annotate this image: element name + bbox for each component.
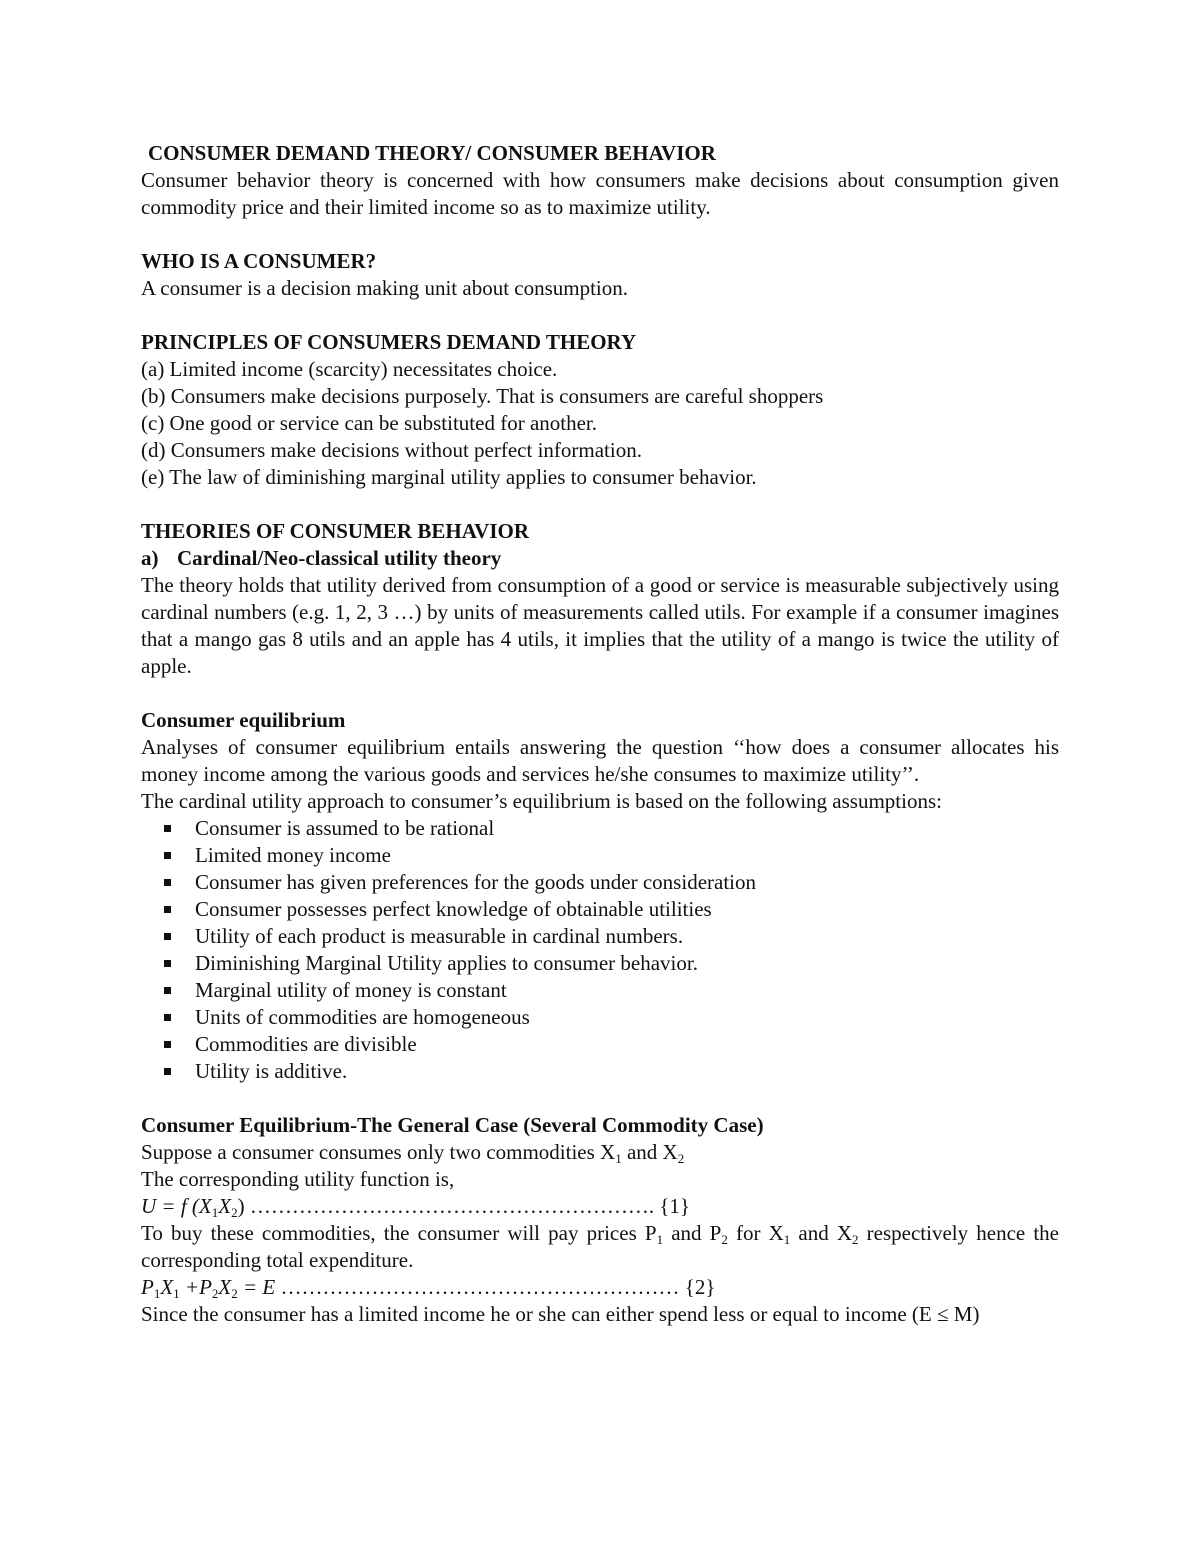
bullet-square-icon — [164, 1041, 171, 1048]
cardinal-subheading — [141, 545, 1059, 572]
who-heading: WHO IS A CONSUMER? — [141, 249, 377, 273]
bullet-square-icon — [164, 1068, 171, 1075]
bullet-square-icon — [164, 1014, 171, 1021]
list-item: Marginal utility of money is constant — [141, 977, 1059, 1004]
equation-2: $P_1X_1 +P_2X_2 = E$ ………………………………………………… {2} — [141, 1275, 716, 1301]
list-item: Consumer is assumed to be rational — [141, 815, 1059, 842]
bullet-square-icon — [164, 825, 171, 832]
who-text: A consumer is a decision making unit about consumption. — [141, 276, 629, 300]
income-constraint-paragraph: Since the consumer has a limited income he or she can either spend less or equal to income (E ≤ M) — [141, 1302, 980, 1326]
assumptions-intro: The cardinal utility approach to consumer’s equilibrium is based on the following assumptions: — [141, 789, 942, 813]
bullet-square-icon — [164, 960, 171, 967]
principle-item: (c) One good or service can be substituted for another. — [141, 411, 598, 435]
equilibrium-heading: Consumer equilibrium — [141, 708, 346, 732]
bullet-square-icon — [164, 852, 171, 859]
principle-item: (b) Consumers make decisions purposely. That is consumers are careful shoppers — [141, 384, 824, 408]
principle-item: (d) Consumers make decisions without perfect information. — [141, 438, 642, 462]
theories-heading: THEORIES OF CONSUMER BEHAVIOR — [141, 519, 529, 543]
utility-function-intro: The corresponding utility function is, — [141, 1167, 455, 1191]
equation-number: {1} — [659, 1194, 690, 1218]
intro-paragraph: Consumer behavior theory is concerned with how consumers make decisions about consumption given commodity price and their limited income so as to maximize utility. — [141, 168, 1059, 219]
general-case-heading: Consumer Equilibrium-The General Case (Several Commodity Case) — [141, 1113, 764, 1137]
page-title: CONSUMER DEMAND THEORY/ CONSUMER BEHAVIOR — [148, 141, 716, 165]
principle-item: (e) The law of diminishing marginal utility applies to consumer behavior. — [141, 465, 757, 489]
list-item: Consumer possesses perfect knowledge of obtainable utilities — [141, 896, 1059, 923]
principles-heading: PRINCIPLES OF CONSUMERS DEMAND THEORY — [141, 330, 637, 354]
equation-number: {2} — [684, 1275, 716, 1299]
bullet-square-icon — [164, 987, 171, 994]
list-item: Limited money income — [141, 842, 1059, 869]
bullet-square-icon — [164, 906, 171, 913]
list-item: Commodities are divisible — [141, 1031, 1059, 1058]
document-page — [141, 140, 1059, 1328]
principle-item: (a) Limited income (scarcity) necessitates choice. — [141, 357, 558, 381]
list-item: Units of commodities are homogeneous — [141, 1004, 1059, 1031]
bullet-square-icon — [164, 933, 171, 940]
list-item: Consumer has given preferences for the goods under consideration — [141, 869, 1059, 896]
assumptions-list — [141, 815, 1059, 1085]
prices-paragraph: To buy these commodities, the consumer will pay prices $P_1$ and $P_2$ for $X_1$ and $X_2$ respectively hence the corresponding total expenditure. — [141, 1221, 1060, 1272]
cardinal-paragraph: The theory holds that utility derived from consumption of a good or service is measurable subjectively using cardinal numbers (e.g. 1, 2, 3 …) by units of measurements called utils. For example if a consumer imagines that a mango gas 8 utils and an apple has 4 utils, it implies that the utility of a mango is twice the utility of apple. — [141, 573, 1059, 678]
subheading-label: a) — [141, 546, 159, 570]
bullet-square-icon — [164, 879, 171, 886]
equilibrium-paragraph: Analyses of consumer equilibrium entails answering the question ‘‘how does a consumer allocates his money income among the various goods and services he/she consumes to maximize utility’’. — [141, 735, 1059, 786]
list-item: Utility is additive. — [141, 1058, 1059, 1085]
list-item: Diminishing Marginal Utility applies to consumer behavior. — [141, 950, 1059, 977]
list-item: Utility of each product is measurable in cardinal numbers. — [141, 923, 1059, 950]
two-commodities-line: Suppose a consumer consumes only two commodities $X_1$ and $X_2$ — [141, 1140, 685, 1166]
equation-1: U = f $(X_1X_2)$ …………………………………………………. {1} — [141, 1194, 690, 1220]
subheading-text: Cardinal/Neo-classical utility theory — [177, 546, 502, 570]
